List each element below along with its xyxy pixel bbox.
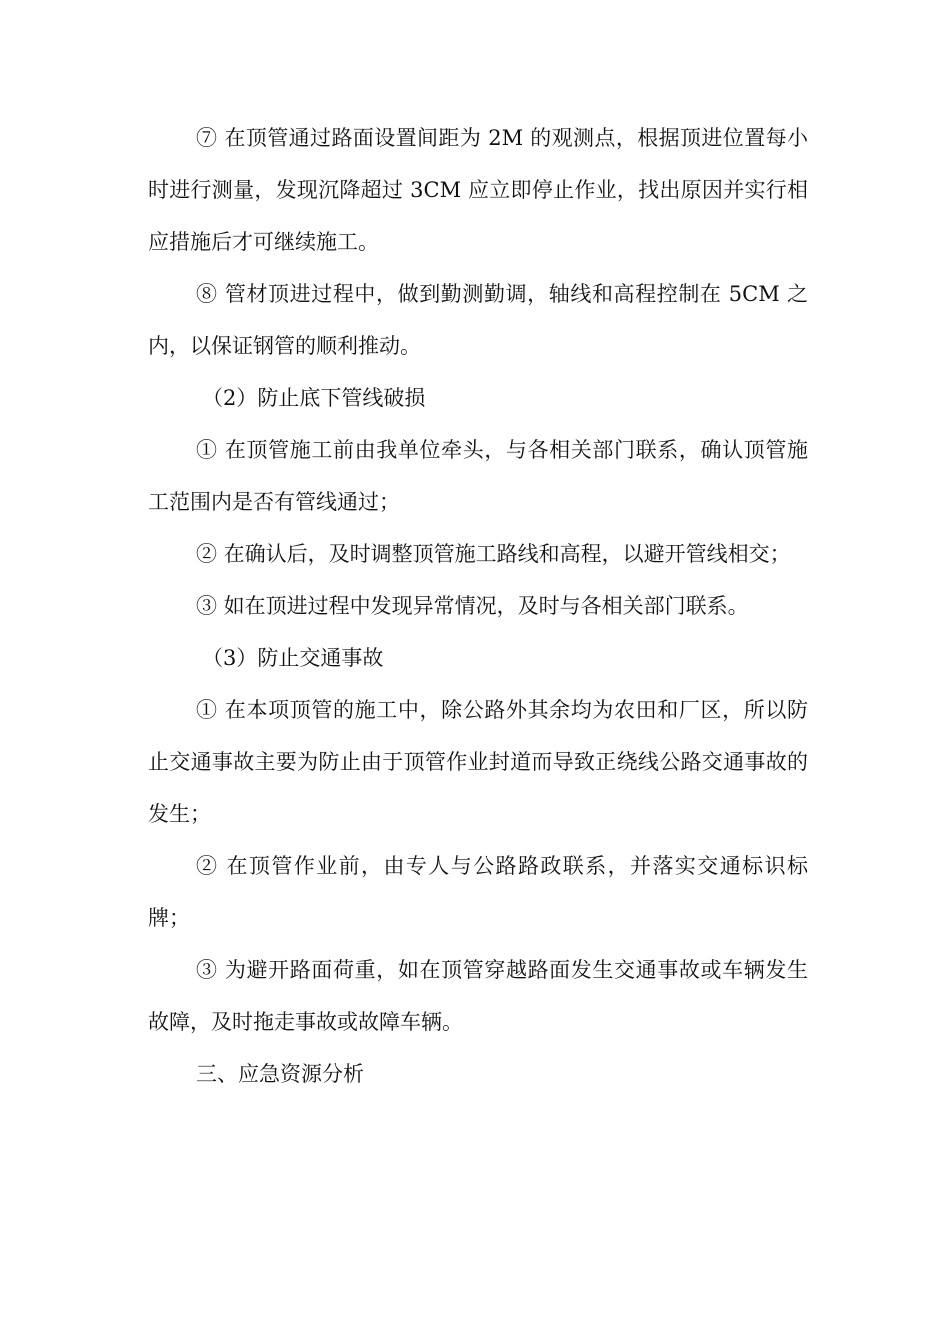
subheading-prevent-traffic-accident: （3）防止交通事故 [202, 646, 384, 670]
paragraph-pipeline-2: ② 在确认后，及时调整顶管施工路线和高程，以避开管线相交； [196, 542, 791, 566]
paragraph-pipeline-1: ① 在顶管施工前由我单位牵头，与各相关部门联系，确认顶管施工范围内是否有管线通过； [148, 438, 808, 514]
paragraph-item-7: ⑦ 在顶管通过路面设置间距为 2M 的观测点，根据顶进位置每小时进行测量，发现沉降超过 3CM 应立即停止作业，找出原因并实行相应措施后才可继续施工。 [148, 126, 808, 254]
paragraph-item-8: ⑧ 管材顶进过程中，做到勤测勤调，轴线和高程控制在 5CM 之内，以保证钢管的顺利推动。 [148, 282, 808, 358]
section-heading-emergency-resources: 三、应急资源分析 [196, 1062, 364, 1086]
subheading-prevent-pipeline-damage: （2）防止底下管线破损 [202, 386, 426, 410]
paragraph-pipeline-3: ③ 如在顶进过程中发现异常情况，及时与各相关部门联系。 [196, 594, 749, 618]
paragraph-traffic-2: ② 在顶管作业前，由专人与公路路政联系，并落实交通标识标牌； [148, 854, 808, 930]
paragraph-traffic-3: ③ 为避开路面荷重，如在顶管穿越路面发生交通事故或车辆发生故障，及时拖走事故或故障车辆。 [148, 958, 808, 1034]
paragraph-traffic-1: ① 在本项顶管的施工中，除公路外其余均为农田和厂区，所以防止交通事故主要为防止由于顶管作业封道而导致正绕线公路交通事故的发生； [148, 698, 808, 826]
document-body [148, 112, 808, 1100]
